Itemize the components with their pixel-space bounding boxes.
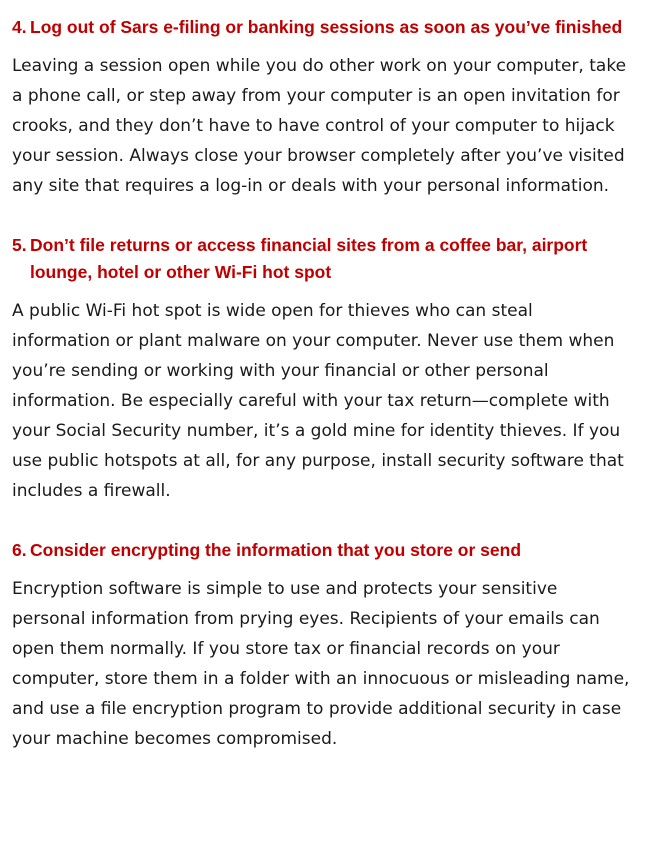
section-title: Consider encrypting the information that you store or send — [30, 540, 522, 560]
section-body: Leaving a session open while you do other work on your computer, take a phone call, or step away from your computer is an open invitation for crooks, and they don’t have to have control of your computer to hijack your session. Always close your browser completely after you’ve visited any site that requires a log-in or deals with your personal information. — [12, 56, 627, 196]
section-6 — [12, 537, 636, 754]
section-heading — [12, 232, 636, 286]
section-number: 6. — [12, 540, 27, 560]
section-number: 5. — [12, 235, 27, 255]
section-body: A public Wi-Fi hot spot is wide open for thieves who can steal information or plant malware on your computer. Never use them when you’re sending or working with your financial or other personal information. Be especially careful with your tax return—complete with your Social Security number, it’s a gold mine for identity thieves. If you use public hotspots at all, for any purpose, install security software that includes a firewall. — [12, 301, 624, 501]
section-title: Don’t file returns or access financial sites from a coffee bar, airport lounge, hotel or other Wi-Fi hot spot — [30, 235, 588, 282]
section-heading — [12, 14, 636, 41]
section-title: Log out of Sars e-filing or banking sessions as soon as you’ve finished — [30, 17, 623, 37]
section-body: Encryption software is simple to use and protects your sensitive personal information from prying eyes. Recipients of your emails can open them normally. If you store tax or financial records on your computer, store them in a folder with an innocuous or misleading name, and use a file encryption program to provide additional security in case your machine becomes compromised. — [12, 579, 630, 749]
section-number: 4. — [12, 17, 27, 37]
section-5 — [12, 232, 636, 506]
section-4 — [12, 14, 636, 201]
section-heading — [12, 537, 636, 564]
